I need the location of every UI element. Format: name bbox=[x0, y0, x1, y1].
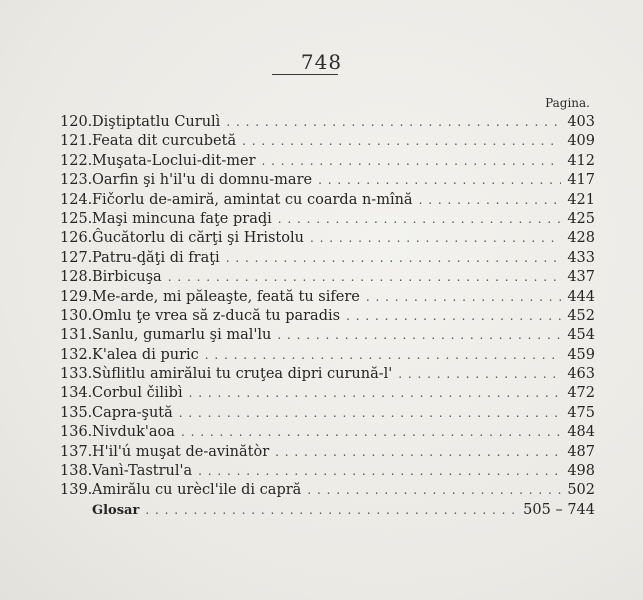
toc-row bbox=[60, 132, 595, 151]
toc-number: 121. bbox=[60, 133, 93, 150]
toc-page-number: 403 bbox=[567, 114, 595, 130]
page-number-rule bbox=[272, 74, 338, 75]
toc-page-number: 444 bbox=[567, 288, 595, 305]
toc-title: Amirălu cu urècl'ile di capră bbox=[92, 482, 302, 499]
toc-dot-leader bbox=[226, 249, 562, 268]
toc-title: Corbul čilibì bbox=[92, 385, 183, 402]
toc-row bbox=[60, 423, 595, 442]
toc-page-number: 463 bbox=[567, 366, 595, 383]
toc-dot-leader bbox=[318, 171, 561, 190]
toc-dot-leader bbox=[181, 423, 561, 442]
toc-title: Sùflitlu amirălui tu cruţea dipri curună-l' bbox=[92, 366, 393, 383]
toc-number: 139. bbox=[60, 482, 93, 499]
toc-dot-leader bbox=[419, 191, 562, 210]
toc-dot-leader bbox=[398, 365, 561, 384]
toc-dot-leader bbox=[277, 326, 561, 345]
toc-page-number: 475 bbox=[567, 404, 595, 421]
glosar-title: Glosar bbox=[92, 502, 140, 518]
toc-title: Fičorlu de-amiră, amintat cu coarda n-mînă bbox=[92, 191, 413, 208]
toc-number: 136. bbox=[60, 424, 93, 441]
toc-number: 134. bbox=[60, 385, 93, 402]
toc-title: Muşata-Loclui-dit-mer bbox=[92, 152, 256, 169]
toc-page-number: 417 bbox=[567, 172, 595, 189]
toc-page-number: 425 bbox=[567, 210, 595, 227]
toc-dot-leader bbox=[262, 152, 562, 171]
toc-page-number: 484 bbox=[567, 424, 595, 441]
toc-row bbox=[60, 210, 595, 229]
toc-title: Diştiptatlu Curulì bbox=[92, 114, 221, 130]
toc-row bbox=[60, 365, 595, 384]
toc-title: Omlu ţe vrea să z-ducă tu paradis bbox=[92, 307, 341, 324]
toc-title: Ĝucătorlu di cărţi şi Hristolu bbox=[92, 230, 304, 247]
toc-page-number: 452 bbox=[567, 307, 595, 324]
toc-page-number: 428 bbox=[567, 230, 595, 247]
toc-row bbox=[60, 191, 595, 210]
toc-title: Nivduk'aoa bbox=[92, 424, 175, 441]
toc-number: 133. bbox=[60, 366, 93, 383]
toc-row bbox=[60, 307, 595, 326]
table-of-contents bbox=[60, 113, 595, 520]
toc-row bbox=[60, 462, 595, 481]
toc-row bbox=[60, 384, 595, 403]
toc-row bbox=[60, 288, 595, 307]
toc-page-number: 487 bbox=[567, 443, 595, 460]
toc-number: 125. bbox=[60, 210, 93, 227]
toc-number: 137. bbox=[60, 443, 93, 460]
toc-row bbox=[60, 152, 595, 171]
toc-page-number: 437 bbox=[567, 269, 595, 286]
page-column-header: Pagina. bbox=[545, 96, 590, 110]
toc-page-number: 433 bbox=[567, 249, 595, 266]
toc-title: Birbicuşa bbox=[92, 269, 162, 286]
toc-row bbox=[60, 249, 595, 268]
toc-number: 127. bbox=[60, 249, 93, 266]
toc-dot-leader bbox=[179, 404, 562, 423]
toc-dot-leader bbox=[310, 229, 561, 248]
toc-page-number: 498 bbox=[567, 463, 595, 480]
toc-dot-leader bbox=[205, 346, 562, 365]
toc-title: Sanlu, gumarlu şi mal'lu bbox=[92, 327, 272, 344]
toc-dot-leader bbox=[307, 481, 561, 500]
toc-dot-leader bbox=[168, 268, 562, 287]
toc-number: 131. bbox=[60, 327, 93, 344]
toc-number: 120. bbox=[60, 114, 93, 130]
toc-page-number: 409 bbox=[567, 133, 595, 150]
toc-row bbox=[60, 326, 595, 345]
page-number: 748 bbox=[300, 50, 343, 74]
toc-dot-leader bbox=[226, 113, 561, 132]
toc-number: 135. bbox=[60, 404, 93, 421]
toc-row bbox=[60, 443, 595, 462]
toc-title: Oarfin şi h'il'u di domnu-mare bbox=[92, 172, 313, 189]
glosar-page-range: 505 – 744 bbox=[523, 501, 595, 518]
toc-dot-leader bbox=[145, 501, 517, 520]
toc-number: 126. bbox=[60, 230, 93, 247]
toc-number: 132. bbox=[60, 346, 93, 363]
toc-title: H'il'ú muşat de-avinătòr bbox=[92, 443, 270, 460]
toc-number: 130. bbox=[60, 307, 93, 324]
toc-title: Patru-ḑăţi di fraţi bbox=[92, 249, 220, 266]
toc-number: 123. bbox=[60, 172, 93, 189]
toc-row bbox=[60, 268, 595, 287]
toc-row bbox=[60, 346, 595, 365]
toc-dot-leader bbox=[189, 384, 562, 403]
toc-dot-leader bbox=[198, 462, 561, 481]
toc-title: Me-arde, mi păleaşte, feată tu sifere bbox=[92, 288, 360, 305]
toc-page-number: 502 bbox=[567, 482, 595, 499]
toc-page-number: 412 bbox=[567, 152, 595, 169]
toc-row bbox=[60, 404, 595, 423]
toc-row bbox=[60, 229, 595, 248]
toc-row bbox=[60, 481, 595, 500]
toc-title: Capra-şută bbox=[92, 404, 173, 421]
toc-title: Vanì-Tastrul'a bbox=[92, 463, 193, 480]
toc-page-number: 459 bbox=[567, 346, 595, 363]
toc-row bbox=[60, 171, 595, 190]
toc-dot-leader bbox=[366, 288, 561, 307]
toc-row-glosar bbox=[60, 501, 595, 520]
toc-dot-leader bbox=[278, 210, 562, 229]
toc-dot-leader bbox=[346, 307, 561, 326]
toc-dot-leader bbox=[242, 132, 561, 151]
toc-page-number: 454 bbox=[567, 327, 595, 344]
toc-number: 122. bbox=[60, 152, 93, 169]
toc-title: K'alea di puric bbox=[92, 346, 199, 363]
toc-number: 124. bbox=[60, 191, 93, 208]
toc-number: 138. bbox=[60, 463, 93, 480]
toc-dot-leader bbox=[275, 443, 561, 462]
toc-title: Feata dit curcubetă bbox=[92, 133, 237, 150]
toc-page-number: 421 bbox=[567, 191, 595, 208]
toc-page-number: 472 bbox=[567, 385, 595, 402]
toc-number: 129. bbox=[60, 288, 93, 305]
toc-number: 128. bbox=[60, 269, 93, 286]
toc-row bbox=[60, 113, 595, 132]
toc-title: Maşi mincuna faţe praḑi bbox=[92, 210, 272, 227]
